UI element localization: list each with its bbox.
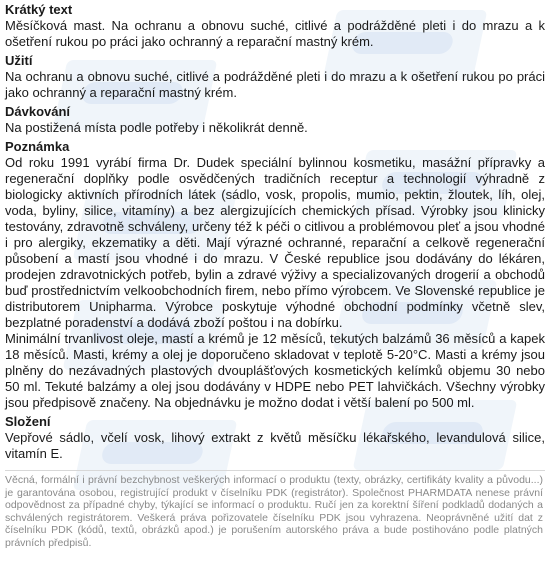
section-body: Vepřové sádlo, včelí vosk, lihový extrakt z květů měsíčku lékařského, levandulová silice, vitamín E. <box>5 430 545 461</box>
legal-disclaimer: Věcná, formální i právní bezchybnost veškerých informací o produktu (texty, obrázky, certifikáty kvality a původu...) je garantována osobou, registrující produkt v číselníku PDK (registrátor). Společnost PHARMDATA nenese právní odpovědnost za případné chyby, týkající se informací o produktu. Ručí jen za korektní šíření podkladů dodaných a schválených registrátorem. Veškerá práva pořizovatele číselníku PDK jsou vyhrazena. Neoprávněné užití dat z číselníku PDK (kódů, textů, obrázků apod.) je porušením autorského práva a bude postihováno podle platných právních předpisů. <box>5 474 543 549</box>
section-davkovani <box>5 104 545 136</box>
section-title: Dávkování <box>5 104 71 119</box>
section-slozeni <box>5 414 545 462</box>
section-body: Od roku 1991 vyrábí firma Dr. Dudek speciální bylinnou kosmetiku, masážní přípravky a regenerační doplňky podle osvědčených tradičních receptur a technologií výhradně z biologicky aktivních přírodních látek (sádlo, vosk, propolis, mumio, pektin, žloutek, líh, olej, voda, byliny, silice, vitamíny) a bez alergizujících chemických přísad. Výrobky jsou klinicky testovány, zdravotně schváleny, určeny též k péči o citlivou a problémovou pleť a jsou vhodné i pro alergiky, ekzematiky a děti. Mají výrazné ochranné, reparační a celkově regenerační působení a mastí jsou vhodné i do mrazu. V České republice jsou dodávány do lékáren, prodejen zdravotnických potřeb, bylin a zdravé výživy a specializovaných drogerií a obchodů buď prostřednictvím velkoobchodních firem, nebo přímo výrobcem. Ve Slovenské republice je distributorem Unipharma. Výrobce poskytuje výhodné obchodní podmínky včetně slev, bezplatné poradenství a dodává zboží poštou i na dobírku. Minimální trvanlivost oleje, mastí a krémů je 12 měsíců, tekutých balzámů 36 měsíců a kapek 18 měsíců. Masti, krémy a olej je doporučeno skladovat v teplotě 5-20°C. Masti a krémy jsou plněny do nezávadných plastových dvouplášťových kosmetických kelímků objemu 30 nebo 50 ml. Tekuté balzámy a olej jsou dodávány v HDPE nebo PET lahvičkách. Všechny výrobky jsou předpisově značeny. Na objednávku je možno dodat i větší balení po 500 ml. <box>5 155 545 410</box>
section-body: Měsíčková mast. Na ochranu a obnovu suché, citlivé a podrážděné pleti i do mrazu a k ošetření rukou po práci jako ochranný a reparační mastný krém. <box>5 18 545 49</box>
section-kratky-text <box>5 2 545 50</box>
section-uziti <box>5 53 545 101</box>
section-title: Složení <box>5 414 51 429</box>
section-title: Poznámka <box>5 139 70 154</box>
section-title: Krátký text <box>5 2 73 17</box>
section-poznamka <box>5 139 545 411</box>
section-title: Užití <box>5 53 33 68</box>
section-body: Na postižená místa podle potřeby i několikrát denně. <box>5 120 308 135</box>
section-body: Na ochranu a obnovu suché, citlivé a podrážděné pleti i do mrazu a k ošetření rukou po práci jako ochranný a reparační mastný krém. <box>5 69 545 100</box>
divider <box>5 470 545 471</box>
